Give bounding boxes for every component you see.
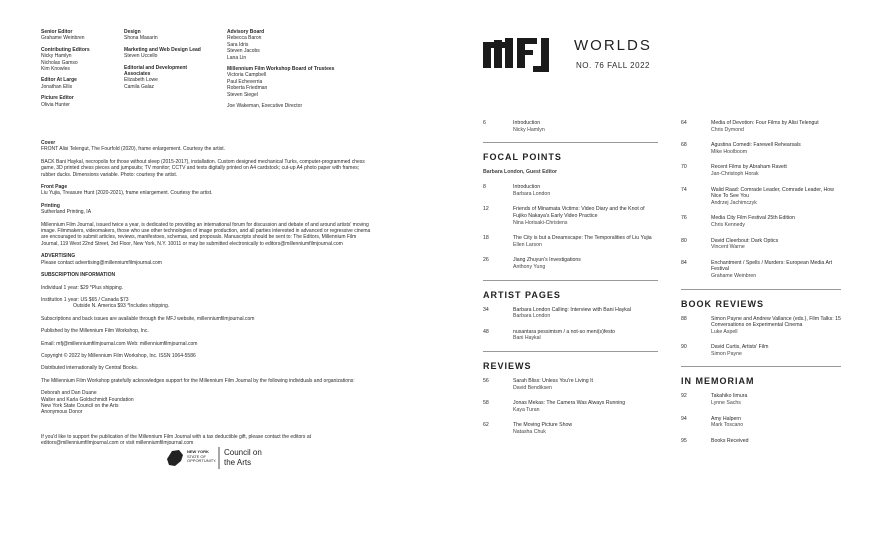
donor-name: Deborah and Dan Duane <box>41 390 97 397</box>
toc-title: Introduction <box>513 120 541 126</box>
toc-title: Agustina Comedi: Farewell Rehearsals <box>711 142 801 149</box>
masthead-spacer <box>227 109 347 114</box>
masthead-spacer <box>41 108 121 113</box>
toc-author: Anthony Yung <box>513 263 546 270</box>
toc-entry-text <box>711 238 841 251</box>
donor-list <box>41 390 371 416</box>
advertising-heading: ADVERTISING <box>41 253 76 260</box>
toc-entry-text <box>711 142 841 155</box>
masthead-role: Advisory Board <box>227 29 265 35</box>
printing-credit: Sutherland Printing, IA <box>41 209 92 216</box>
toc-page-number: 34 <box>483 306 489 313</box>
donor-name: New York State Council on the Arts <box>41 402 119 409</box>
toc-entry-text <box>513 120 658 133</box>
toc-author: Lynne Sachs <box>711 400 741 407</box>
toc-entry[interactable] <box>681 316 841 336</box>
toc-author: Vincent Warne <box>711 244 745 251</box>
toc-author: Chris Kennedy <box>711 221 746 228</box>
cover-front: FRONT Alisi Telengut, The Fourfold (2020), frame enlargement. Courtesy the artist. <box>41 146 225 153</box>
toc-entry-text <box>711 393 841 406</box>
toc-page-number: 56 <box>483 377 489 384</box>
toc-title: Amy Halpern <box>711 415 741 422</box>
masthead-name: Steven Uccello <box>124 53 158 60</box>
masthead-name: Camila Galaz <box>124 83 155 90</box>
contact-line: Email: mfj@millenniumfilmjournal.com Web: millenniumfilmjournal.com <box>41 340 198 347</box>
donor-name: Walter and Karla Goldschmidt Foundation <box>41 396 134 403</box>
section-rule <box>681 366 841 367</box>
masthead-name: Victoria Campbell <box>227 72 267 79</box>
toc-entry-text <box>711 187 841 207</box>
toc-entry[interactable] <box>483 307 658 320</box>
toc-page-number: 95 <box>681 437 687 444</box>
toc-title: Jiang Zhuyun's Investigations <box>513 257 581 264</box>
toc-author: Nina Horisaki-Christens <box>513 219 568 226</box>
toc-page-number: 80 <box>681 237 687 244</box>
right-page <box>439 0 878 546</box>
toc-page-number: 64 <box>681 120 687 126</box>
masthead-name: Nicky Hamlyn <box>41 53 72 60</box>
toc-page-number: 90 <box>681 344 687 351</box>
section-rule <box>483 142 658 143</box>
toc-title: Introduction <box>513 184 541 191</box>
toc-page-number: 26 <box>483 257 489 264</box>
masthead-name: Elizabeth Lowe <box>124 77 158 84</box>
toc-title: The City is but a Dreamscape: The Temporalities of Liu Yujia <box>513 235 652 242</box>
toc-author: Mike Hoolboom <box>711 148 748 155</box>
section-rule <box>483 351 658 352</box>
masthead-role: Marketing and Web Design Lead <box>124 46 201 53</box>
masthead-role: Millennium Film Workshop Board of Trustees <box>227 66 335 73</box>
toc-right-column <box>681 120 841 453</box>
toc-entry[interactable] <box>681 187 841 207</box>
masthead-name: Sara Idris <box>227 41 249 48</box>
toc-entry-text <box>711 316 841 336</box>
section-rule <box>681 289 841 290</box>
toc-title: The Moving Picture Show <box>513 422 573 429</box>
issue-number: NO. 76 FALL 2022 <box>576 61 650 70</box>
toc-entry[interactable] <box>483 400 658 413</box>
toc-entry-text <box>513 184 658 197</box>
masthead-spacer <box>124 90 214 95</box>
section-heading-focal-points: FOCAL POINTS <box>483 152 562 163</box>
toc-entry-text <box>513 422 658 435</box>
colophon <box>41 140 371 453</box>
toc-author: Mark Toscano <box>711 422 744 429</box>
guest-editor-line: Barbara London, Guest Editor <box>483 169 558 176</box>
toc-entry-text <box>711 416 841 429</box>
toc-entry[interactable] <box>681 393 841 406</box>
toc-page-number: 62 <box>483 422 489 429</box>
toc-entry[interactable] <box>681 215 841 228</box>
masthead-role: Editorial and Development Associates <box>124 64 188 78</box>
toc-page-number: 18 <box>483 235 489 242</box>
toc-title: Barbara London Calling: Interview with Bani Haykal <box>513 306 631 313</box>
toc-author: Kaya Turan <box>513 406 540 413</box>
toc-title: Jonas Mekas: The Camera Was Always Running <box>513 400 626 407</box>
toc-title: Takahiko Iimura <box>711 393 748 400</box>
toc-entry[interactable] <box>483 120 658 133</box>
toc-entry[interactable] <box>483 206 658 226</box>
individual-rate: Individual 1 year: $29 *Plus shipping. <box>41 284 123 291</box>
toc-title: Simon Payne and Andrew Vallance (eds.), Film Talks: 15 Conversations on Experimental Cinema <box>711 315 841 329</box>
toc-title: Friends of Minamata Victims: Video Diary and the Knot of Fujiko Nakaya's Early Video Practice <box>513 206 645 219</box>
back-issues: Subscriptions and back issues are available through the MFJ website, millenniumfilmjournal.com <box>41 315 255 322</box>
ny-logo-line-2: STATE OF <box>187 453 206 459</box>
toc-page-number: 94 <box>681 415 687 422</box>
council-line-2: the Arts <box>224 457 252 467</box>
toc-page-number: 12 <box>483 206 489 213</box>
institution-rate-outside: Outside N. America $93 *Includes shipping. <box>73 303 170 310</box>
masthead-name: Rebecca Baron <box>227 35 262 42</box>
toc-entry-text <box>711 438 841 445</box>
toc-page-number: 6 <box>483 120 486 126</box>
issue-title: WORLDS <box>574 37 652 54</box>
toc-entry[interactable] <box>681 142 841 155</box>
advertising-contact: Please contact advertising@millenniumfilmjournal.com <box>41 259 162 266</box>
toc-entry[interactable] <box>681 260 841 280</box>
toc-page-number: 68 <box>681 142 687 149</box>
toc-entry[interactable] <box>483 422 658 435</box>
masthead-name: Kim Knowles <box>41 66 70 73</box>
section-heading-in-memoriam: IN MEMORIAM <box>681 376 755 387</box>
toc-title: David Cleerbout: Dark Optics <box>711 237 779 244</box>
toc-entry[interactable] <box>681 416 841 429</box>
masthead-name: Steven Jacobs <box>227 48 260 55</box>
toc-author: Natasha Chuk <box>513 428 546 435</box>
masthead-name: Jonathan Ellis <box>41 83 73 90</box>
section-rule <box>483 280 658 281</box>
toc-author: Luke Aspell <box>711 328 738 335</box>
toc-title: Walid Raad: Comrade Leader, Comrade Leader, How Nice To See You <box>711 186 834 200</box>
masthead-name: Roberta Friedman <box>227 85 268 92</box>
section-heading-reviews: REVIEWS <box>483 360 532 371</box>
publisher: Published by the Millennium Film Workshop, Inc. <box>41 328 149 335</box>
cover-back: BACK Bani Haykal, necropolis for those without sleep (2015-2017), installation. Custom designed mechanical Turks, computer-programmed chess game, 3D printed chess pieces and jumpsuits; TV monitor; CCTV and texts digitally printed on A4 cardstock; cut-up A4 photo paper with frames; rubber ducks. Dimensions variable. Photo: courtesy the artist. <box>41 158 365 178</box>
toc-author: Chris Dymond <box>711 126 744 133</box>
masthead-role: Picture Editor <box>41 95 74 102</box>
toc-entry[interactable] <box>483 257 658 270</box>
toc-entry[interactable] <box>483 378 658 391</box>
toc-entry[interactable] <box>681 438 841 445</box>
toc-entry[interactable] <box>483 329 658 342</box>
front-page-heading: Front Page <box>41 184 68 191</box>
masthead-name: Olivia Hunter <box>41 101 70 108</box>
masthead-column-3 <box>227 29 347 114</box>
toc-page-number: 92 <box>681 393 687 400</box>
toc-title: nusantara pessimism / a not-so meni(s)festo <box>513 328 616 335</box>
masthead-name: Grahame Weinbren <box>41 35 85 42</box>
toc-entry-text <box>711 260 841 280</box>
closing-statement: If you'd like to support the publication of the Millennium Film Journal with a tax deductible gift, please contact the editors at editors@millenniumfilmjournal.com or visit millenniumfilmjournal.com <box>41 433 311 447</box>
toc-entry-text <box>513 235 658 248</box>
masthead-role: Contributing Editors <box>41 46 90 53</box>
section-heading-book-reviews: BOOK REVIEWS <box>681 298 765 309</box>
copyright: Copyright © 2022 by Millennium Film Workshop, Inc. ISSN 1064-5586 <box>41 352 196 359</box>
toc-left-column <box>483 120 658 444</box>
council-line-1: Council on <box>224 448 262 457</box>
toc-entry[interactable] <box>681 344 841 357</box>
toc-page-number: 84 <box>681 259 687 266</box>
toc-entry-text <box>711 120 841 133</box>
toc-page-number: 8 <box>483 184 486 191</box>
toc-entry-text <box>513 329 658 342</box>
donor-name: Anonymous Donor <box>41 409 83 416</box>
toc-page-number: 88 <box>681 315 687 322</box>
ny-logo-line-1: NEW YORK <box>187 449 209 454</box>
masthead-name: Shona Masarin <box>124 35 158 42</box>
masthead-name: Steven Siegel <box>227 91 258 98</box>
toc-author: Ellen Larson <box>513 241 542 248</box>
institution-rate: Institution 1 year: US $65 / Canada $73 <box>41 296 129 303</box>
toc-title: Media City Film Festival 25th Edition <box>711 215 795 222</box>
toc-title: Recent Films by Abraham Ravett <box>711 164 787 171</box>
toc-entry-text <box>711 215 841 228</box>
masthead-name: Nicholas Gamso <box>41 59 78 66</box>
toc-entry-text <box>711 344 841 357</box>
masthead-role: Design <box>124 29 141 35</box>
toc-author: Bani Haykal <box>513 335 541 342</box>
toc-author: Barbara London <box>513 190 551 197</box>
toc-page-number: 76 <box>681 215 687 222</box>
masthead-name: Joe Wakeman, Executive Director <box>227 103 303 110</box>
toc-author: Nicky Hamlyn <box>513 126 545 133</box>
toc-entry-text <box>513 206 658 226</box>
toc-entry-text <box>513 400 658 413</box>
toc-author: Grahame Weinbren <box>711 272 757 279</box>
masthead-role: Senior Editor <box>41 29 73 35</box>
toc-entry-text <box>711 164 841 177</box>
masthead-name: Paul Echeverria <box>227 78 263 85</box>
toc-entry[interactable] <box>681 238 841 251</box>
toc-entry[interactable] <box>483 184 658 197</box>
distribution: Distributed internationally by Central Books. <box>41 365 138 372</box>
toc-author: Barbara London <box>513 313 551 320</box>
toc-entry-text <box>513 378 658 391</box>
toc-title: Sarah Bliss: Unless You're Living It <box>513 377 593 384</box>
toc-author: Andrzej Jachimczyk <box>711 199 757 206</box>
toc-entry[interactable] <box>681 164 841 177</box>
toc-page-number: 70 <box>681 164 687 171</box>
ny-logo-line-3: OPPORTUNITY. <box>187 458 217 464</box>
toc-title: Media of Devotion: Four Films by Alisi Telengut <box>711 120 819 126</box>
front-page-credit: Liu Yujia, Treasure Hunt (2020-2021), frame enlargement. Courtesy the artist. <box>41 190 213 197</box>
masthead-role: Editor At Large <box>41 77 77 84</box>
toc-entry[interactable] <box>483 235 658 248</box>
subscription-heading: SUBSCRIPTION INFORMATION <box>41 272 116 279</box>
toc-page-number: 48 <box>483 328 489 335</box>
journal-description: Millennium Film Journal, issued twice a year, is dedicated to providing an international forum for discussion and debate of and around artists' moving image. Filmmakers, videomakers, those who use other technologies of image production, and all parties interested in advanced or regressive cinema are encouraged to submit articles, reviews, manifestoes, schemas, and proposals. Manuscripts should be sent to: The Editors, Millennium Film Journal, 119 West 22nd Street, 3rd Floor, New York, N.Y. 10011 or may be submitted electronically to editors@millenniumfilmjournal.com <box>41 221 371 247</box>
toc-title: Books Received <box>711 437 749 444</box>
toc-page-number: 74 <box>681 186 687 193</box>
section-heading-artist-pages: ARTIST PAGES <box>483 289 561 300</box>
masthead-column-2 <box>124 29 214 95</box>
council-on-the-arts-logo <box>224 448 262 467</box>
toc-title: David Curtis, Artists' Film <box>711 344 769 351</box>
toc-entry-text <box>513 257 658 270</box>
support-statement: The Millennium Film Workshop gratefully acknowledges support for the Millennium Film Journal by the following individuals and organizations: <box>41 377 355 384</box>
toc-author: Jan-Christoph Horak <box>711 170 759 177</box>
toc-title: Enchantment / Spells / Murders: European Media Art Festival <box>711 259 833 273</box>
cover-heading: Cover <box>41 140 56 146</box>
toc-author: Simon Payne <box>711 350 742 357</box>
ny-state-logo <box>165 447 221 474</box>
masthead-column-1 <box>41 29 121 113</box>
mfj-logo-icon <box>483 38 563 77</box>
toc-author: David Bendiksen <box>513 384 552 391</box>
masthead-name: Lana Lin <box>227 54 247 61</box>
toc-page-number: 58 <box>483 400 489 407</box>
toc-entry[interactable] <box>681 120 841 133</box>
toc-entry-text <box>513 307 658 320</box>
printing-heading: Printing <box>41 202 60 209</box>
